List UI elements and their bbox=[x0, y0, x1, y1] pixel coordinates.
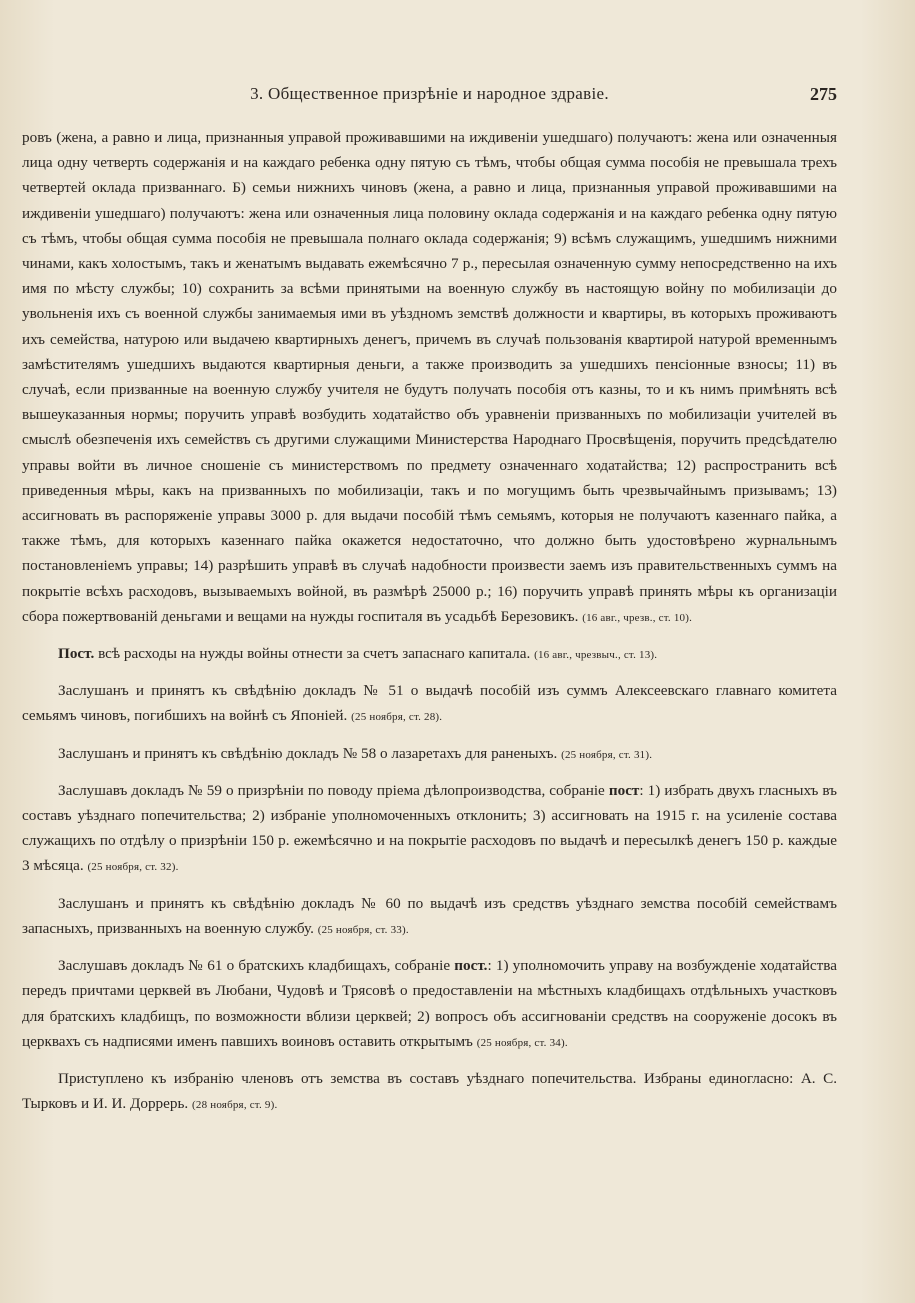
paragraph-report-51 bbox=[22, 678, 837, 730]
paragraph-report-59 bbox=[22, 778, 837, 881]
source-reference: (16 авг., чрезвыч., ст. 13). bbox=[534, 649, 658, 662]
source-reference: (25 ноября, ст. 34). bbox=[476, 1036, 568, 1049]
source-reference: (28 ноября, ст. 9). bbox=[192, 1099, 278, 1112]
paragraph-report-58 bbox=[22, 741, 837, 768]
resolution-label: Пост. bbox=[58, 645, 95, 663]
source-reference: (25 ноября, ст. 31). bbox=[561, 748, 653, 761]
paragraph-text: Заслушавъ докладъ № 59 о призрѣніи по поводу пріема дѣлопроизводства, собраніе bbox=[58, 781, 609, 799]
page-number: 275 bbox=[810, 84, 837, 104]
paragraph-text: : 1) избрать двухъ гласныхъ въ составъ уѣзднаго попечительства; 2) избраніе уполномоченныхъ отклонить; 3) ассигновать на 1915 г. на усиленіе состава служащихъ по отдѣлу о призрѣніи 150 р. ежемѣсячно и на покрытіе расходовъ по выдачѣ и пересылкѣ денегъ 150 р. каждые 3 мѣсяца. bbox=[22, 781, 837, 875]
source-reference: (25 ноября, ст. 33). bbox=[317, 923, 409, 936]
paragraph-text: ровъ (жена, а равно и лица, признанныя управой проживавшими на иждивеніи ушедшаго) получаютъ: жена или означенныя лица одну четверть содержанія и на каждаго ребенка одну пятую съ тѣмъ, чтобы общая сумма пособія не превышала трехъ четвертей оклада призваннаго. Б) семьи нижнихъ чиновъ (жена, а равно и лица, признанныя управой проживавшими на иждивеніи ушедшаго) получаютъ: жена или означенныя лица половину оклада содержанія и на каждаго ребенка одну пятую съ тѣмъ, чтобы общая сумма пособія не превышала полнаго оклада содержанія; 9) всѣмъ служащимъ, ушедшимъ нижними чинами, какъ холостымъ, такъ и женатымъ выдавать ежемѣсячно 7 р., пересылая означенную сумму непосредственно на ихъ имя по мѣсту службы; 10) сохранить за всѣми принятыми на военную службу въ настоящую войну по мобилизаціи до увольненія ихъ съ военной службы занимаемыя ими въ уѣздномъ земствѣ должности и квартиры, въ которыхъ проживаютъ ихъ семейства, натурою или выдачею квартирныхъ денегъ, причемъ въ случаѣ пользованія квартирой натурой временнымъ замѣстителямъ ушедшихъ выдаются квартирныя деньги, а также производить за ушедшихъ пенсіонные взносы; 11) въ случаѣ, если призванные на военную службу учителя не будутъ получать пособія отъ казны, то и къ нимъ примѣнять всѣ вышеуказанныя нормы; поручить управѣ возбудить ходатайство объ уравненіи призванныхъ по мобилизаціи учителей въ смыслѣ обезпеченія ихъ семействъ съ другими служащими Министерства Народнаго Просвѣщенія, поручить предсѣдателю управы войти въ личное сношеніе съ министерствомъ по предмету означеннаго ходатайства; 12) распространить всѣ приведенныя мѣры, какъ на призванныхъ по мобилизаціи, такъ и по могущимъ быть чрезвычайнымъ призывамъ; 13) ассигновать въ распоряженіе управы 3000 р. для выдачи пособій тѣмъ семьямъ, которыя не получаютъ казеннаго пайка, а также тѣмъ, для которыхъ казеннаго пайка окажется недостаточно, что должно быть удостовѣрено журнальнымъ постановленіемъ управы; 14) разрѣшить управѣ въ случаѣ надобности произвести заемъ изъ правительственныхъ суммъ на покрытіе всѣхъ расходовъ, вызываемыхъ войной, въ размѣрѣ 25000 р.; 16) поручить управѣ принять мѣры къ организаціи сбора пожертвованій деньгами и вещами на нужды госпиталя въ усадьбѣ Березовикъ. bbox=[22, 129, 837, 625]
paragraph-text: Заслушанъ и принятъ къ свѣдѣнію докладъ № 58 о лазаретахъ для раненыхъ. bbox=[58, 744, 558, 762]
paragraph-text: Заслушавъ докладъ № 61 о братскихъ кладбищахъ, собраніе bbox=[58, 957, 455, 975]
resolution-label: пост. bbox=[454, 957, 488, 975]
paragraph-election bbox=[22, 1066, 837, 1118]
paragraph-text: : 1) уполномочить управу на возбужденіе ходатайства передъ причтами церквей въ Любани, Чудовѣ и Трясовѣ о предоставленіи на мѣстныхъ кладбищахъ отдѣльныхъ участковъ для братскихъ кладбищъ, по возможности вблизи церквей; 2) вопросъ объ ассигнованіи средствъ на сооруженіе досокъ въ церквахъ съ надписями именъ павшихъ воиновъ оставить открытымъ bbox=[22, 957, 837, 1050]
paragraph-text: Заслушанъ и принятъ къ свѣдѣнію докладъ № 51 о выдачѣ пособій изъ суммъ Алексеевскаго главнаго комитета семьямъ чиновъ, погибшихъ на войнѣ съ Японіей. bbox=[22, 682, 837, 725]
section-title: 3. Общественное призрѣніе и народное здравіе. bbox=[250, 84, 609, 103]
paragraph-continuation bbox=[22, 125, 837, 631]
paragraph-report-60 bbox=[22, 891, 837, 943]
paragraph-text: всѣ расходы на нужды войны отнести за счетъ запаснаго капитала. bbox=[94, 645, 531, 663]
source-reference: (16 авг., чрезв., ст. 10). bbox=[582, 611, 693, 624]
running-header bbox=[22, 84, 837, 114]
source-reference: (25 ноября, ст. 28). bbox=[351, 711, 443, 724]
paragraph-text: Приступлено къ избранію членовъ отъ земства въ составъ уѣзднаго попечительства. Избраны единогласно: А. С. Тырковъ и И. И. Доррерь. bbox=[22, 1069, 837, 1113]
paragraph-report-61 bbox=[22, 953, 837, 1056]
source-reference: (25 ноября, ст. 32). bbox=[87, 861, 179, 874]
paragraph-resolution-expenses bbox=[22, 641, 837, 668]
body-text bbox=[22, 125, 837, 1118]
paragraph-text: Заслушанъ и принятъ къ свѣдѣнію докладъ № 60 по выдачѣ изъ средствъ уѣзднаго земства пособій семействамъ запасныхъ, призванныхъ на военную службу. bbox=[22, 894, 837, 937]
resolution-label: пост bbox=[608, 781, 640, 799]
